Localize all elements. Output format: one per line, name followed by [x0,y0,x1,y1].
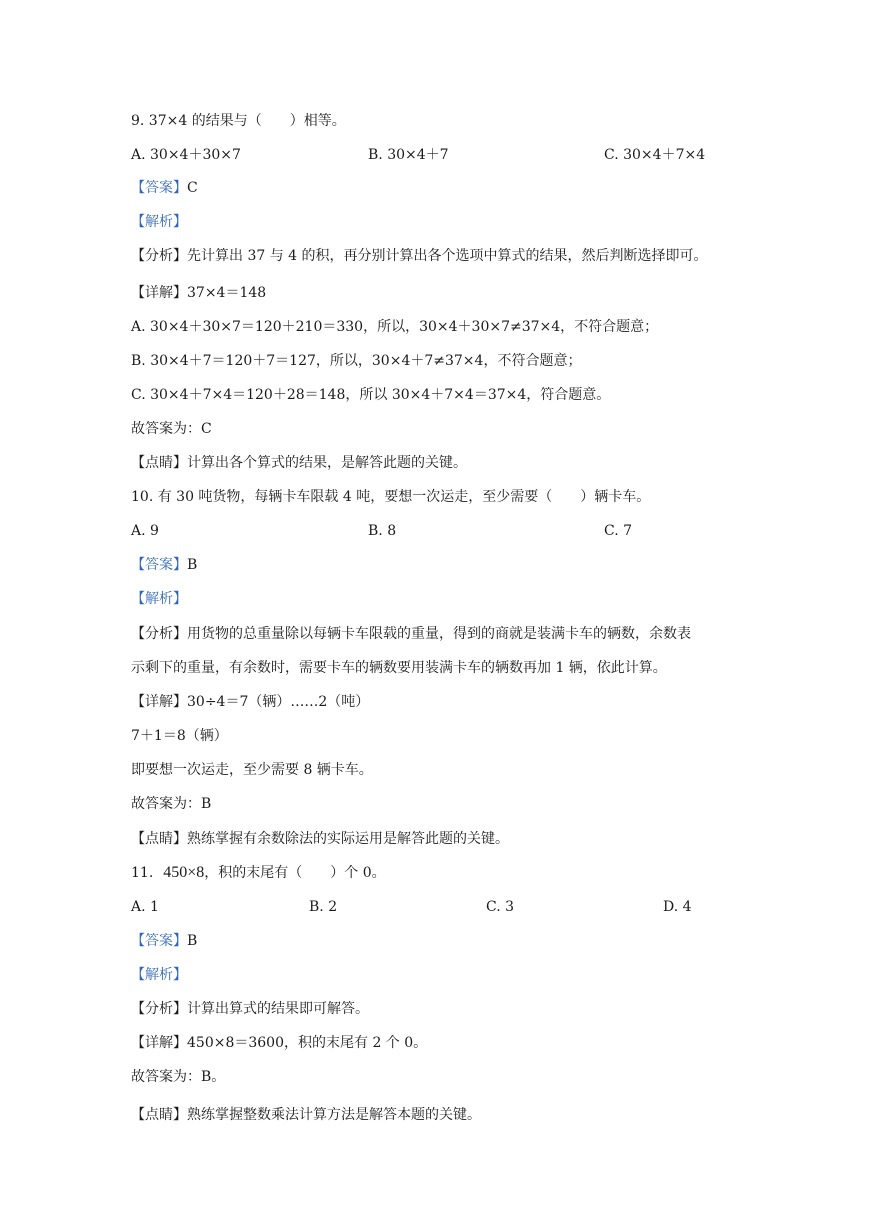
fenxi-text: 计算出算式的结果即可解答。 [187,1001,369,1017]
q9-analysis-tag: 【解析】 [131,214,187,230]
answer-value: B [187,557,198,573]
dianjing-tag: 【点睛】 [131,455,187,471]
q9-option-c: C. 30×4＋7×4 [604,147,706,163]
q11-option-a: A. 1 [131,899,159,915]
q9-detail-b: B. 30×4＋7＝120＋7＝127，所以，30×4＋7≠37×4，不符合题意； [131,353,582,369]
q10-fenxi-2: 示剩下的重量，有余数时，需要卡车的辆数要用装满卡车的辆数再加 1 辆，依此计算。 [131,660,667,676]
dianjing-text: 熟练掌握有余数除法的实际运用是解答此题的关键。 [187,831,509,847]
q9-option-a: A. 30×4＋30×7 [131,147,241,163]
fenxi-text: 先计算出 37 与 4 的积，再分别计算出各个选项中算式的结果，然后判断选择即可。 [187,248,708,264]
dianjing-text: 熟练掌握整数乘法计算方法是解答本题的关键。 [187,1107,481,1123]
q9-answer [131,178,198,198]
fenxi-text: 用货物的总重量除以每辆卡车限载的重量，得到的商就是装满卡车的辆数，余数表 [187,626,691,642]
q11-number: 11. [131,865,154,881]
fenxi-tag: 【分析】 [131,626,187,642]
detail-text: 450×8＝3600，积的末尾有 2 个 0。 [187,1035,428,1051]
q11-conclusion: 故答案为：B。 [131,1069,226,1085]
answer-tag: 【答案】 [131,557,187,573]
q11-option-c: C. 3 [486,899,515,915]
dianjing-tag: 【点睛】 [131,831,187,847]
q10-option-b: B. 8 [368,523,397,539]
q11-fenxi [131,999,369,1019]
q9-dianjing [131,453,467,473]
q9-detail-c: C. 30×4＋7×4＝120＋28＝148，所以 30×4＋7×4＝37×4，符合题意。 [131,387,611,403]
q10-question: 10. 有 30 吨货物，每辆卡车限载 4 吨，要想一次运走，至少需要（ ）辆卡车。 [131,489,651,505]
q9-fenxi [131,246,708,266]
q11-question [131,863,386,883]
q11-question-rest: ，积的末尾有（ ）个 0。 [204,865,386,881]
q10-conclusion: 故答案为：B [131,796,212,812]
q10-fenxi-1 [131,624,691,644]
fenxi-tag: 【分析】 [131,248,187,264]
dianjing-tag: 【点睛】 [131,1107,187,1123]
q11-detail [131,1033,427,1053]
answer-value: C [187,180,198,196]
detail-tag: 【详解】 [131,1035,187,1051]
fenxi-tag: 【分析】 [131,1001,187,1017]
detail-tag: 【详解】 [131,285,187,301]
detail-text: 37×4＝148 [187,285,267,301]
q9-detail [131,283,266,303]
q9-detail-a: A. 30×4＋30×7＝120＋210＝330，所以，30×4＋30×7≠37×4，不符合题意； [131,319,659,335]
q11-answer [131,931,197,951]
q10-detail-line-1: 7＋1＝8（辆） [131,728,228,744]
detail-text: 30÷4＝7（辆）……2（吨） [187,694,370,710]
q10-dianjing [131,829,509,849]
answer-tag: 【答案】 [131,933,187,949]
q10-detail [131,692,369,712]
dianjing-text: 计算出各个算式的结果，是解答此题的关键。 [187,455,467,471]
detail-tag: 【详解】 [131,694,187,710]
q9-question: 9. 37×4 的结果与（ ）相等。 [131,113,346,129]
q11-option-b: B. 2 [309,899,338,915]
q10-analysis-tag: 【解析】 [131,591,187,607]
q11-analysis-tag: 【解析】 [131,967,187,983]
q10-option-c: C. 7 [604,523,633,539]
q10-answer [131,555,197,575]
answer-tag: 【答案】 [131,180,187,196]
q11-option-d: D. 4 [663,899,692,915]
q9-option-b: B. 30×4＋7 [368,147,449,163]
q9-conclusion: 故答案为：C [131,421,212,437]
q10-detail-line-2: 即要想一次运走，至少需要 8 辆卡车。 [131,762,373,778]
q11-dianjing [131,1105,481,1125]
q10-option-a: A. 9 [131,523,159,539]
answer-value: B [187,933,198,949]
q11-expression: 450×8 [163,864,205,881]
